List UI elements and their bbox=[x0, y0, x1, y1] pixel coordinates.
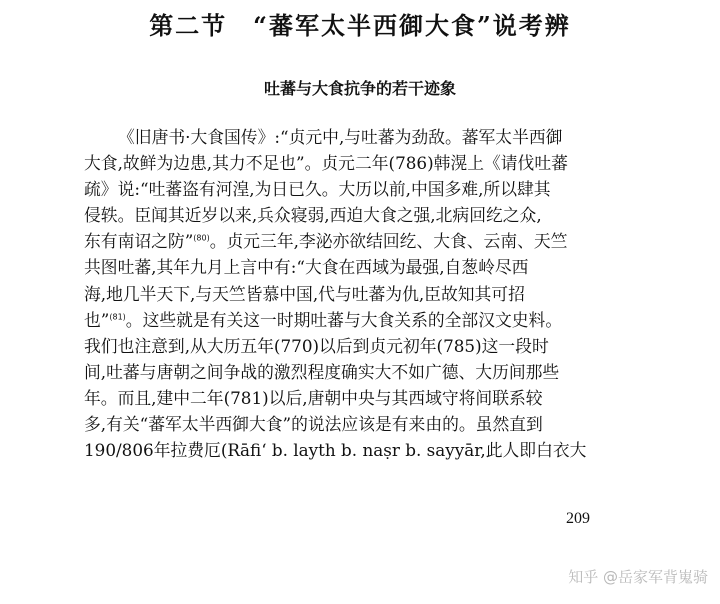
text-line: 大食,故鲜为边患,其力不足也”。贞元二年(786)韩滉上《请伐吐蕃 bbox=[84, 153, 568, 174]
footnote-marker: (81) bbox=[109, 312, 126, 322]
text-line: 东有南诏之防”$^{(80)}$。贞元三年,李泌亦欲结回纥、大食、云南、天竺 bbox=[84, 231, 568, 252]
text-line: 间,吐蕃与唐朝之间争战的激烈程度确实大不如广德、大历间那些 bbox=[84, 361, 560, 382]
footnote-marker: (80) bbox=[193, 233, 210, 243]
section-title: 吐蕃与大食抗争的若干迹象 bbox=[263, 79, 456, 98]
text-line: 《旧唐书·大食国传》:“贞元中,与吐蕃为劲敌。蕃军太半西御 bbox=[118, 127, 563, 147]
text-line: 海,地几半天下,与天竺皆慕中国,代与吐蕃为仇,臣故知其可招 bbox=[84, 283, 525, 304]
chapter-title: 第二节 “蕃军太半西御大食”说考辨 bbox=[149, 11, 571, 40]
watermark: 知乎 @岳家军背嵬骑 bbox=[568, 568, 708, 586]
text-line: 190/806年拉费厄(Rāfi‘ b. layth b. naṣr b. sayyār,此人即白衣大 bbox=[84, 440, 587, 461]
text-line: 侵轶。臣闻其近岁以来,兵众寝弱,西迫大食之强,北病回纥之众, bbox=[84, 205, 542, 226]
text-line: 多,有关“蕃军太半西御大食”的说法应该是有来由的。虽然直到 bbox=[84, 414, 543, 435]
text-line: 年。而且,建中二年(781)以后,唐朝中央与其西域守将间联系较 bbox=[84, 387, 543, 408]
page-number: 209 bbox=[566, 510, 590, 527]
text-line: 也”$^{(81)}$。这些就是有关这一时期吐蕃与大食关系的全部汉文史料。 bbox=[84, 309, 563, 330]
text-line: 共图吐蕃,其年九月上言中有:“大食在西域为最强,自葱岭尽西 bbox=[84, 257, 529, 278]
text-line: 我们也注意到,从大历五年(770)以后到贞元初年(785)这一段时 bbox=[84, 335, 549, 356]
text-line: 疏》说:“吐蕃盗有河湟,为日已久。大历以前,中国多难,所以肆其 bbox=[84, 179, 551, 200]
body-paragraph bbox=[84, 124, 650, 463]
